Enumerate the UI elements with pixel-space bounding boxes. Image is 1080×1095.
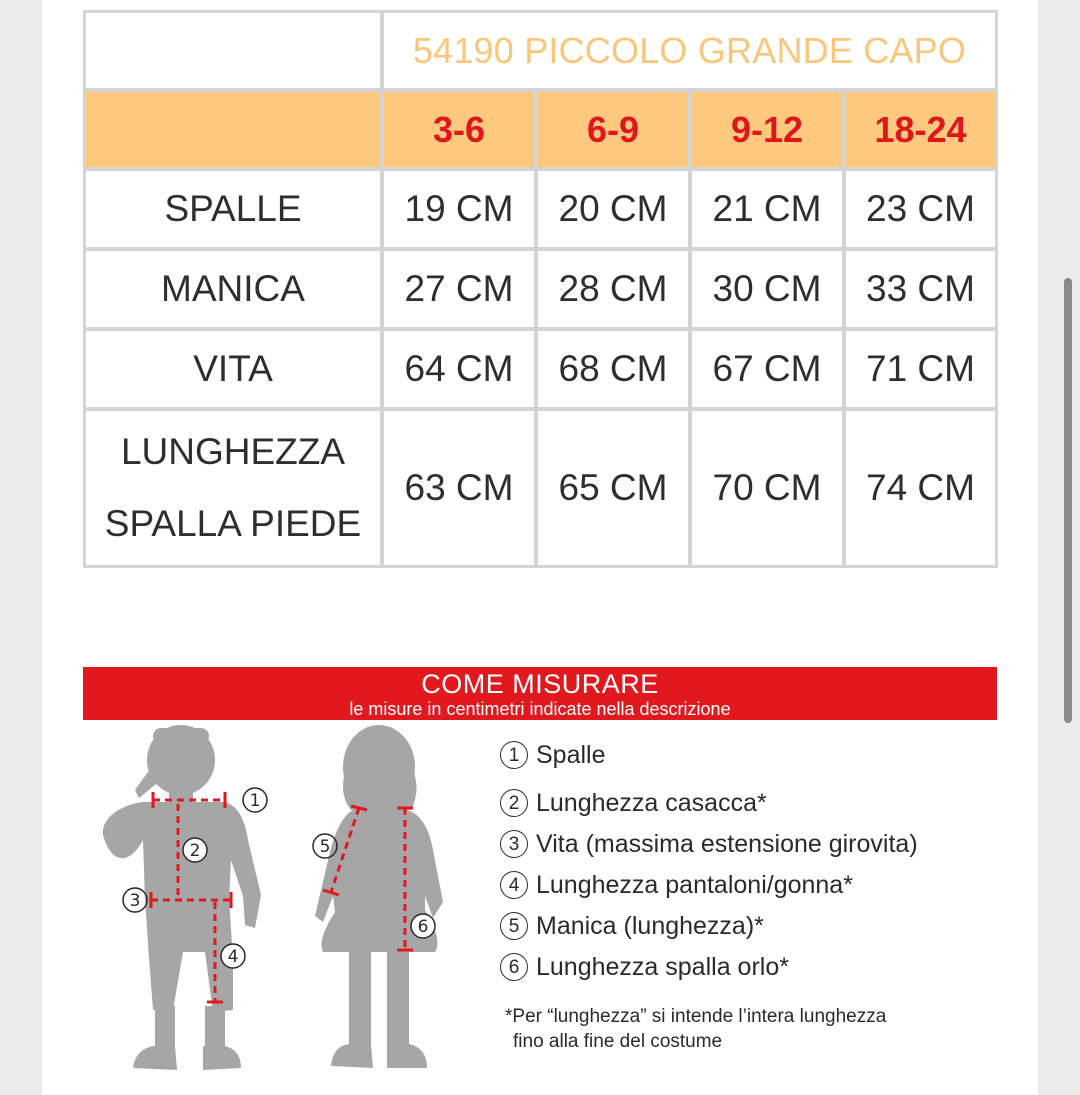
header-empty-cell [86,92,380,167]
vertical-scrollbar[interactable] [1064,278,1072,723]
table-cell: 27 CM [384,251,534,327]
table-cell: 70 CM [692,411,842,565]
legend-number: 3 [500,830,528,858]
legend-item [500,737,606,773]
table-cell: 28 CM [538,251,688,327]
table-cell: 30 CM [692,251,842,327]
footnote-line: *Per “lunghezza” si intende l’intera lunghezza [505,1006,887,1027]
figure-marker-2: 2 [189,841,201,861]
legend-number: 4 [500,871,528,899]
table-title: 54190 PICCOLO GRANDE CAPO [384,13,995,88]
legend-text: Lunghezza casacca* [536,788,767,817]
table-cell: 67 CM [692,331,842,407]
row-label-lunghezza-spalla-piede [86,411,380,565]
row-label-spalle: SPALLE [86,171,380,247]
size-header-9-12: 9-12 [692,92,842,167]
banner-subtitle: le misure in centimetri indicate nella descrizione [349,699,731,719]
legend-number: 5 [500,912,528,940]
legend-item [500,949,789,985]
legend-number: 6 [500,953,528,981]
legend-item [500,908,764,944]
left-margin [0,0,42,1095]
table-cell: 21 CM [692,171,842,247]
figure-marker-5: 5 [319,837,331,857]
table-cell: 71 CM [846,331,995,407]
table-cell: 65 CM [538,411,688,565]
table-cell: 19 CM [384,171,534,247]
measuring-figures [83,720,483,1080]
table-cell: 64 CM [384,331,534,407]
size-header-3-6: 3-6 [384,92,534,167]
legend-text: Lunghezza spalla orlo* [536,952,789,981]
legend-number: 2 [500,789,528,817]
footnote-line: fino alla fine del costume [513,1031,723,1052]
table-cell: 68 CM [538,331,688,407]
legend-text: Vita (massima estensione girovita) [536,829,918,858]
boy-silhouette [103,725,261,1070]
table-cell: 33 CM [846,251,995,327]
legend-text: Manica (lunghezza)* [536,911,764,940]
girl-silhouette [315,725,443,1068]
row-label-line: LUNGHEZZA [120,431,346,472]
size-header-18-24: 18-24 [846,92,995,167]
table-corner-cell [86,13,380,88]
figure-marker-3: 3 [129,891,141,911]
figure-marker-4: 4 [227,947,239,967]
figure-marker-1: 1 [249,791,261,811]
banner-title: COME MISURARE [421,669,659,699]
row-label-manica: MANICA [86,251,380,327]
measure-banner [83,667,997,720]
table-cell: 20 CM [538,171,688,247]
figure-marker-6: 6 [417,917,429,937]
legend-item [500,867,853,903]
table-cell: 63 CM [384,411,534,565]
legend-item [500,785,767,821]
legend-item [500,826,918,862]
legend-text: Lunghezza pantaloni/gonna* [536,870,853,899]
length-footnote [505,1004,886,1054]
size-header-6-9: 6-9 [538,92,688,167]
table-cell: 74 CM [846,411,995,565]
legend-text: Spalle [536,740,606,769]
size-table [83,10,998,568]
table-cell: 23 CM [846,171,995,247]
right-margin [1038,0,1080,1095]
row-label-vita: VITA [86,331,380,407]
row-label-line: SPALLA PIEDE [104,503,362,544]
legend-number: 1 [500,741,528,769]
